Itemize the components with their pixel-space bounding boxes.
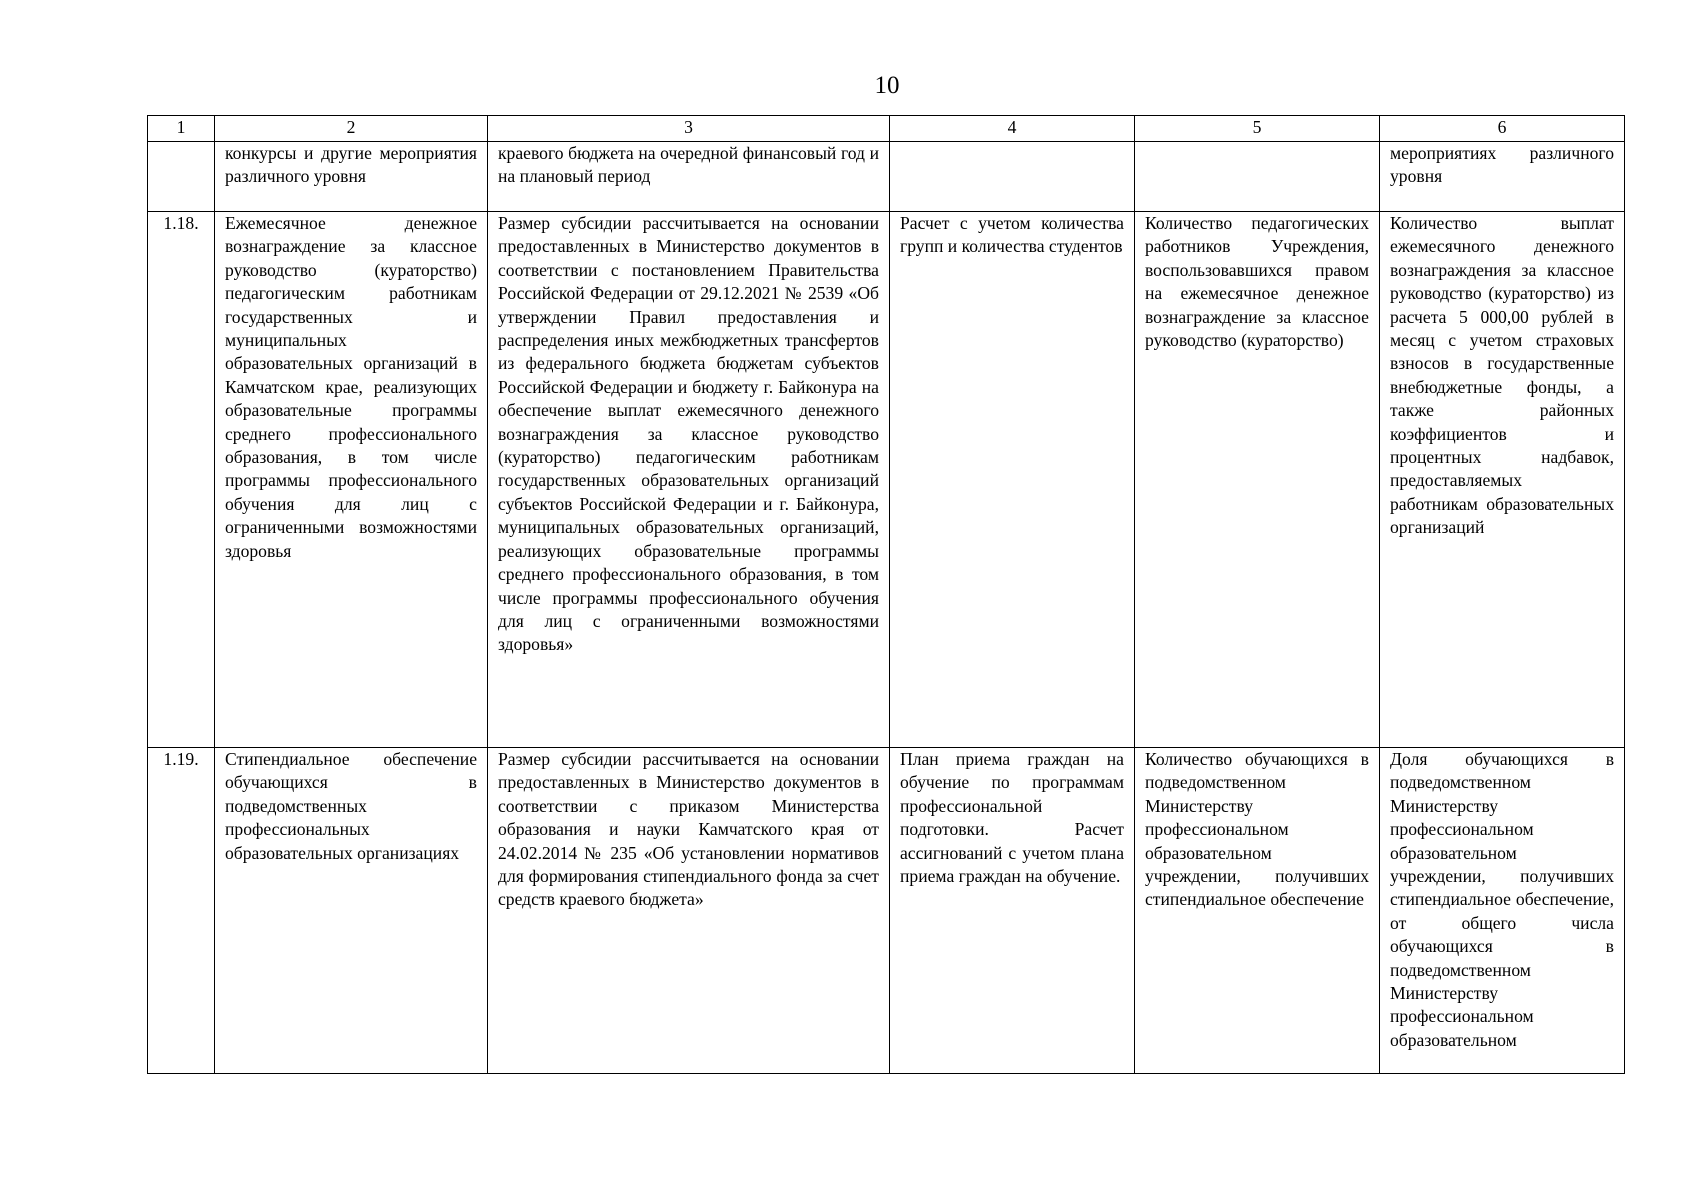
calculation-method-cell: Расчет с учетом количества групп и количества студентов — [890, 212, 1135, 748]
indicator-cell: Количество обучающихся в подведомственном Министерству профессиональном образовательном учреждении, получивших стипендиальное обеспечение — [1135, 748, 1380, 1074]
calculation-method-cell: План приема граждан на обучение по программам профессиональной подготовки. Расчет ассигнований с учетом плана приема граждан на обучение. — [890, 748, 1135, 1074]
header-row — [148, 116, 1625, 142]
column-header-3: 3 — [488, 116, 890, 142]
table-row — [148, 212, 1625, 748]
indicator-cell — [1135, 142, 1380, 212]
table-row — [148, 748, 1625, 1074]
indicator-cell: Количество педагогических работников Учреждения, воспользовавшихся правом на ежемесячное денежное вознаграждение за классное руководство (кураторство) — [1135, 212, 1380, 748]
column-header-2: 2 — [215, 116, 488, 142]
measure-cell: мероприятиях различного уровня — [1380, 142, 1625, 212]
measure-cell: Количество выплат ежемесячного денежного вознаграждения за классное руководство (кураторство) из расчета 5 000,00 рублей в месяц с учетом страховых взносов в государственные внебюджетные фонды, а также районных коэффициентов и процентных надбавок, предоставляемых работникам образовательных организаций — [1380, 212, 1625, 748]
column-header-5: 5 — [1135, 116, 1380, 142]
calculation-basis-cell: краевого бюджета на очередной финансовый год и на плановый период — [488, 142, 890, 212]
row-number: 1.18. — [148, 212, 215, 748]
page-number: 10 — [874, 72, 900, 99]
activity-name-cell: Стипендиальное обеспечение обучающихся в подведомственных профессиональных образовательных организациях — [215, 748, 488, 1074]
table-row-continuation — [148, 142, 1625, 212]
column-header-6: 6 — [1380, 116, 1625, 142]
calculation-basis-cell: Размер субсидии рассчитывается на основании предоставленных в Министерство документов в соответствии с приказом Министерства образования и науки Камчатского края от 24.02.2014 № 235 «Об установлении нормативов для формирования стипендиального фонда за счет средств краевого бюджета» — [488, 748, 890, 1074]
column-header-1: 1 — [148, 116, 215, 142]
row-number — [148, 142, 215, 212]
measure-cell: Доля обучающихся в подведомственном Министерству профессиональном образовательном учреждении, получивших стипендиальное обеспечение, от общего числа обучающихся в подведомственном Министерству профессиональном образовательном — [1380, 748, 1625, 1074]
activity-name-cell: Ежемесячное денежное вознаграждение за классное руководство (кураторство) педагогическим работникам государственных и муниципальных образовательных организаций в Камчатском крае, реализующих образовательные программы среднего профессионального образования, в том числе программы профессионального обучения для лиц с ограниченными возможностями здоровья — [215, 212, 488, 748]
data-table — [147, 115, 1625, 1074]
calculation-basis-cell: Размер субсидии рассчитывается на основании предоставленных в Министерство документов в соответствии с постановлением Правительства Российской Федерации от 29.12.2021 № 2539 «Об утверждении Правил предоставления и распределения иных межбюджетных трансфертов из федерального бюджета бюджетам субъектов Российской Федерации и бюджету г. Байконура на обеспечение выплат ежемесячного денежного вознаграждения за классное руководство (кураторство) педагогическим работникам государственных образовательных организаций субъектов Российской Федерации и г. Байконура, муниципальных образовательных организаций, реализующих образовательные программы среднего профессионального образования, в том числе программы профессионального обучения для лиц с ограниченными возможностями здоровья» — [488, 212, 890, 748]
column-header-4: 4 — [890, 116, 1135, 142]
calculation-method-cell — [890, 142, 1135, 212]
activity-name-cell: конкурсы и другие мероприятия различного уровня — [215, 142, 488, 212]
row-number: 1.19. — [148, 748, 215, 1074]
